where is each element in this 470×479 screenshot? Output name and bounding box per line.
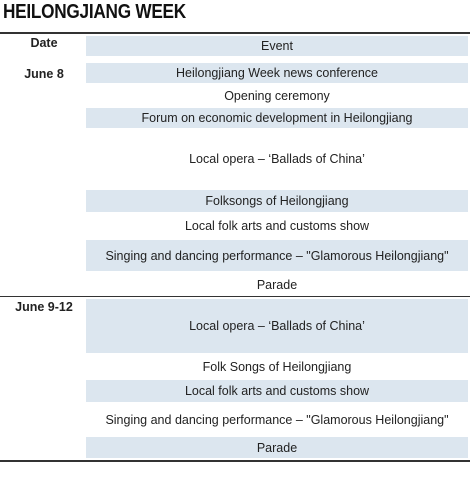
event-row — [86, 437, 468, 458]
event-row — [86, 240, 468, 271]
event-label: Forum on economic development in Heilongjiang — [141, 111, 413, 125]
event-label: Singing and dancing performance – "Glamorous Heilongjiang" — [105, 413, 449, 427]
event-label: Local folk arts and customs show — [184, 219, 370, 233]
event-label: Local folk arts and customs show — [184, 384, 370, 398]
table-bottom-rule — [0, 460, 470, 462]
table-top-rule — [0, 32, 470, 34]
event-row — [86, 380, 468, 402]
schedule-table — [0, 32, 470, 462]
event-column-header — [86, 36, 468, 56]
event-label: Opening ceremony — [224, 89, 330, 103]
event-label: Local opera – ‘Ballads of China’ — [189, 319, 365, 333]
event-label: Local opera – ‘Ballads of China’ — [189, 152, 365, 166]
event-row — [86, 274, 468, 295]
event-row — [86, 190, 468, 212]
event-label: Parade — [256, 440, 298, 455]
date-june-9-12: June 9-12 — [15, 300, 73, 314]
event-label: Parade — [256, 277, 298, 292]
event-row — [86, 130, 468, 188]
group-divider — [0, 296, 470, 297]
event-row — [86, 405, 468, 435]
event-row — [86, 299, 468, 353]
event-column-header-label: Event — [261, 39, 293, 53]
event-row — [86, 215, 468, 237]
date-june-8: June 8 — [24, 67, 64, 81]
event-row — [86, 356, 468, 378]
event-row — [86, 63, 468, 83]
event-row — [86, 108, 468, 128]
event-label: Folk Songs of Heilongjiang — [202, 360, 352, 374]
event-label: Singing and dancing performance – "Glamorous Heilongjiang" — [105, 248, 449, 263]
page-title: HEILONGJIANG WEEK — [3, 1, 186, 23]
event-row — [86, 86, 468, 106]
event-label: Heilongjiang Week news conference — [176, 66, 378, 80]
date-column-header: Date — [30, 36, 58, 50]
event-label: Folksongs of Heilongjiang — [205, 194, 349, 208]
